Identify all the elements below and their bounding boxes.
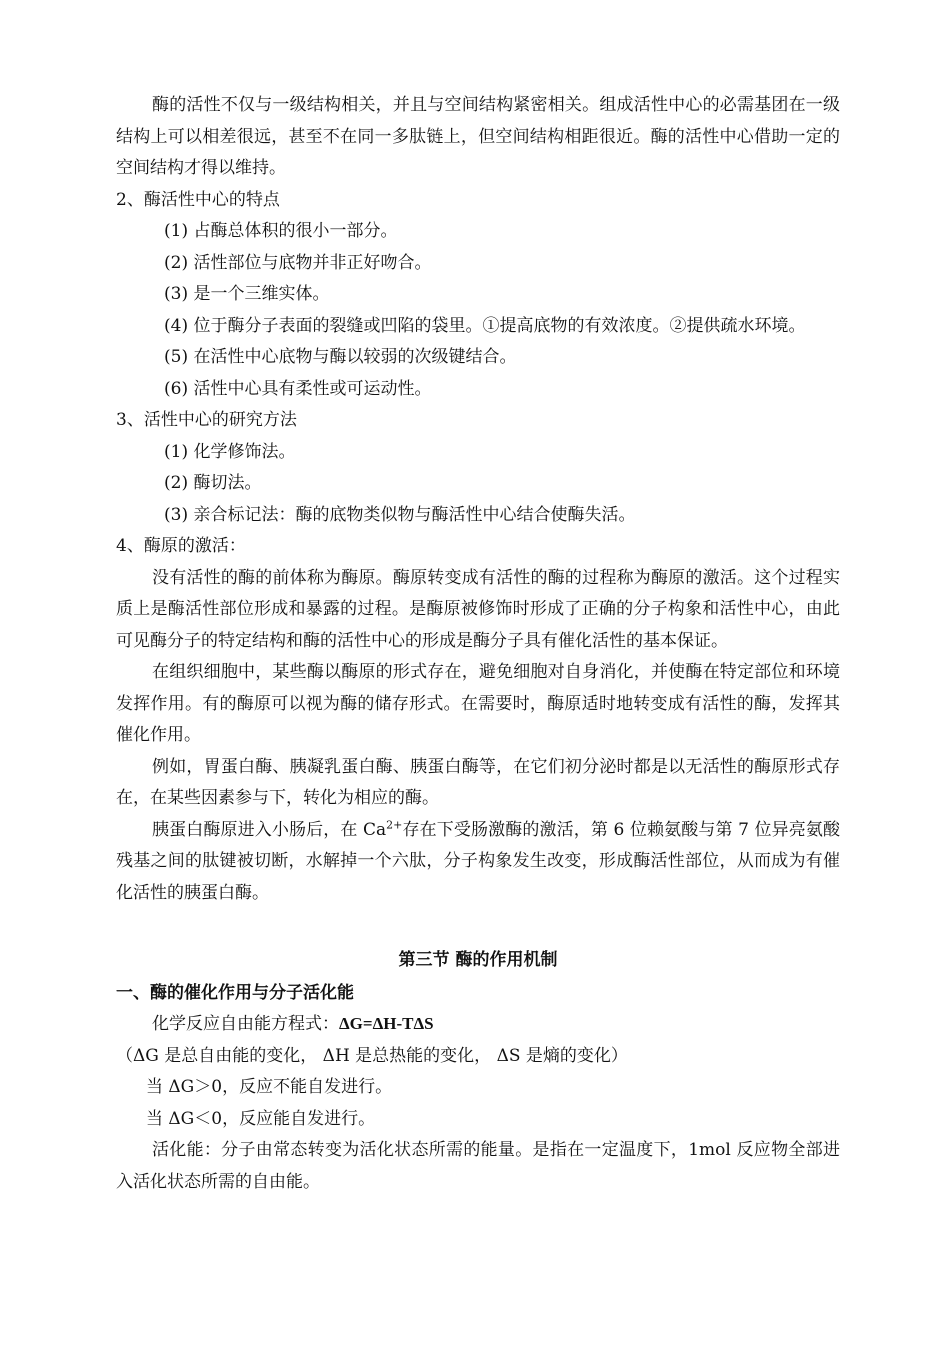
heading-research-methods: 3、活性中心的研究方法 (116, 410, 297, 430)
list-item: (1) 化学修饰法。 (164, 441, 296, 462)
paragraph-zymogen-example: 例如，胃蛋白酶、胰凝乳蛋白酶、胰蛋白酶等，在它们初分泌时都是以无活性的酶原形式存在，在某些因素参与下，转化为相应的酶。 (116, 756, 840, 808)
equation-note: （ΔG 是总自由能的变化， ΔH 是总热能的变化， ΔS 是熵的变化） (116, 1045, 628, 1066)
trypsinogen-text-b: 存在下受肠激酶的激活，第 6 位赖氨酸与第 7 位异亮氨酸残基之间的肽键被切断，水解掉一个六肽，分子构象发生改变，形成酶活性部位，从而成为有催化活性的胰蛋白酶。 (116, 819, 841, 903)
list-item: (2) 活性部位与底物并非正好吻合。 (164, 252, 432, 273)
paragraph-zymogen-tissue: 在组织细胞中，某些酶以酶原的形式存在，避免细胞对自身消化，并使酶在特定部位和环境发挥作用。有的酶原可以视为酶的储存形式。在需要时，酶原适时地转变成有活性的酶，发挥其催化作用。 (116, 662, 840, 745)
paragraph-zymogen-definition: 没有活性的酶的前体称为酶原。酶原转变成有活性的酶的过程称为酶原的激活。这个过程实质上是酶活性部位形成和暴露的过程。是酶原被修饰时形成了正确的分子构象和活性中心，由此可见酶分子的特定结构和酶的活性中心的形成是酶分子具有催化活性的基本保证。 (116, 567, 840, 651)
trypsinogen-text-a: 胰蛋白酶原进入小肠后，在 Ca (152, 819, 387, 840)
paragraph-trypsinogen (116, 815, 840, 910)
list-item: (1) 占酶总体积的很小一部分。 (164, 221, 398, 241)
calcium-charge: 2+ (386, 817, 403, 831)
heading-zymogen-activation: 4、酶原的激活： (116, 536, 246, 556)
list-item: (6) 活性中心具有柔性或可运动性。 (164, 378, 432, 399)
paragraph-active-structure: 酶的活性不仅与一级结构相关，并且与空间结构紧密相关。组成活性中心的必需基团在一级结构上可以相差很远，甚至不在同一多肽链上，但空间结构相距很近。酶的活性中心借助一定的空间结构才得以维持。 (116, 95, 840, 178)
list-item: (5) 在活性中心底物与酶以较弱的次级键结合。 (164, 347, 517, 367)
free-energy-equation: ΔG=ΔH-TΔS (339, 1014, 434, 1033)
list-item: (3) 亲合标记法：酶的底物类似物与酶活性中心结合使酶失活。 (164, 504, 636, 525)
section-title: 第三节 酶的作用机制 (398, 950, 558, 970)
equation-label: 化学反应自由能方程式： (152, 1014, 339, 1034)
text-column (116, 90, 840, 1198)
free-energy-equation-line (116, 1008, 840, 1041)
heading-active-center-features: 2、酶活性中心的特点 (116, 189, 280, 210)
subsection-heading: 一、酶的催化作用与分子活化能 (116, 982, 354, 1002)
list-item: (4) 位于酶分子表面的裂缝或凹陷的袋里。①提高底物的有效浓度。②提供疏水环境。 (164, 315, 806, 336)
condition-positive: 当 ΔG＞0，反应不能自发进行。 (146, 1077, 393, 1097)
list-item: (3) 是一个三维实体。 (164, 284, 330, 304)
list-item: (2) 酶切法。 (164, 473, 262, 493)
paragraph-activation-energy: 活化能：分子由常态转变为活化状态所需的能量。是指在一定温度下，1mol 反应物全部进入活化状态所需的自由能。 (116, 1140, 840, 1192)
condition-negative: 当 ΔG＜0，反应能自发进行。 (146, 1108, 376, 1129)
